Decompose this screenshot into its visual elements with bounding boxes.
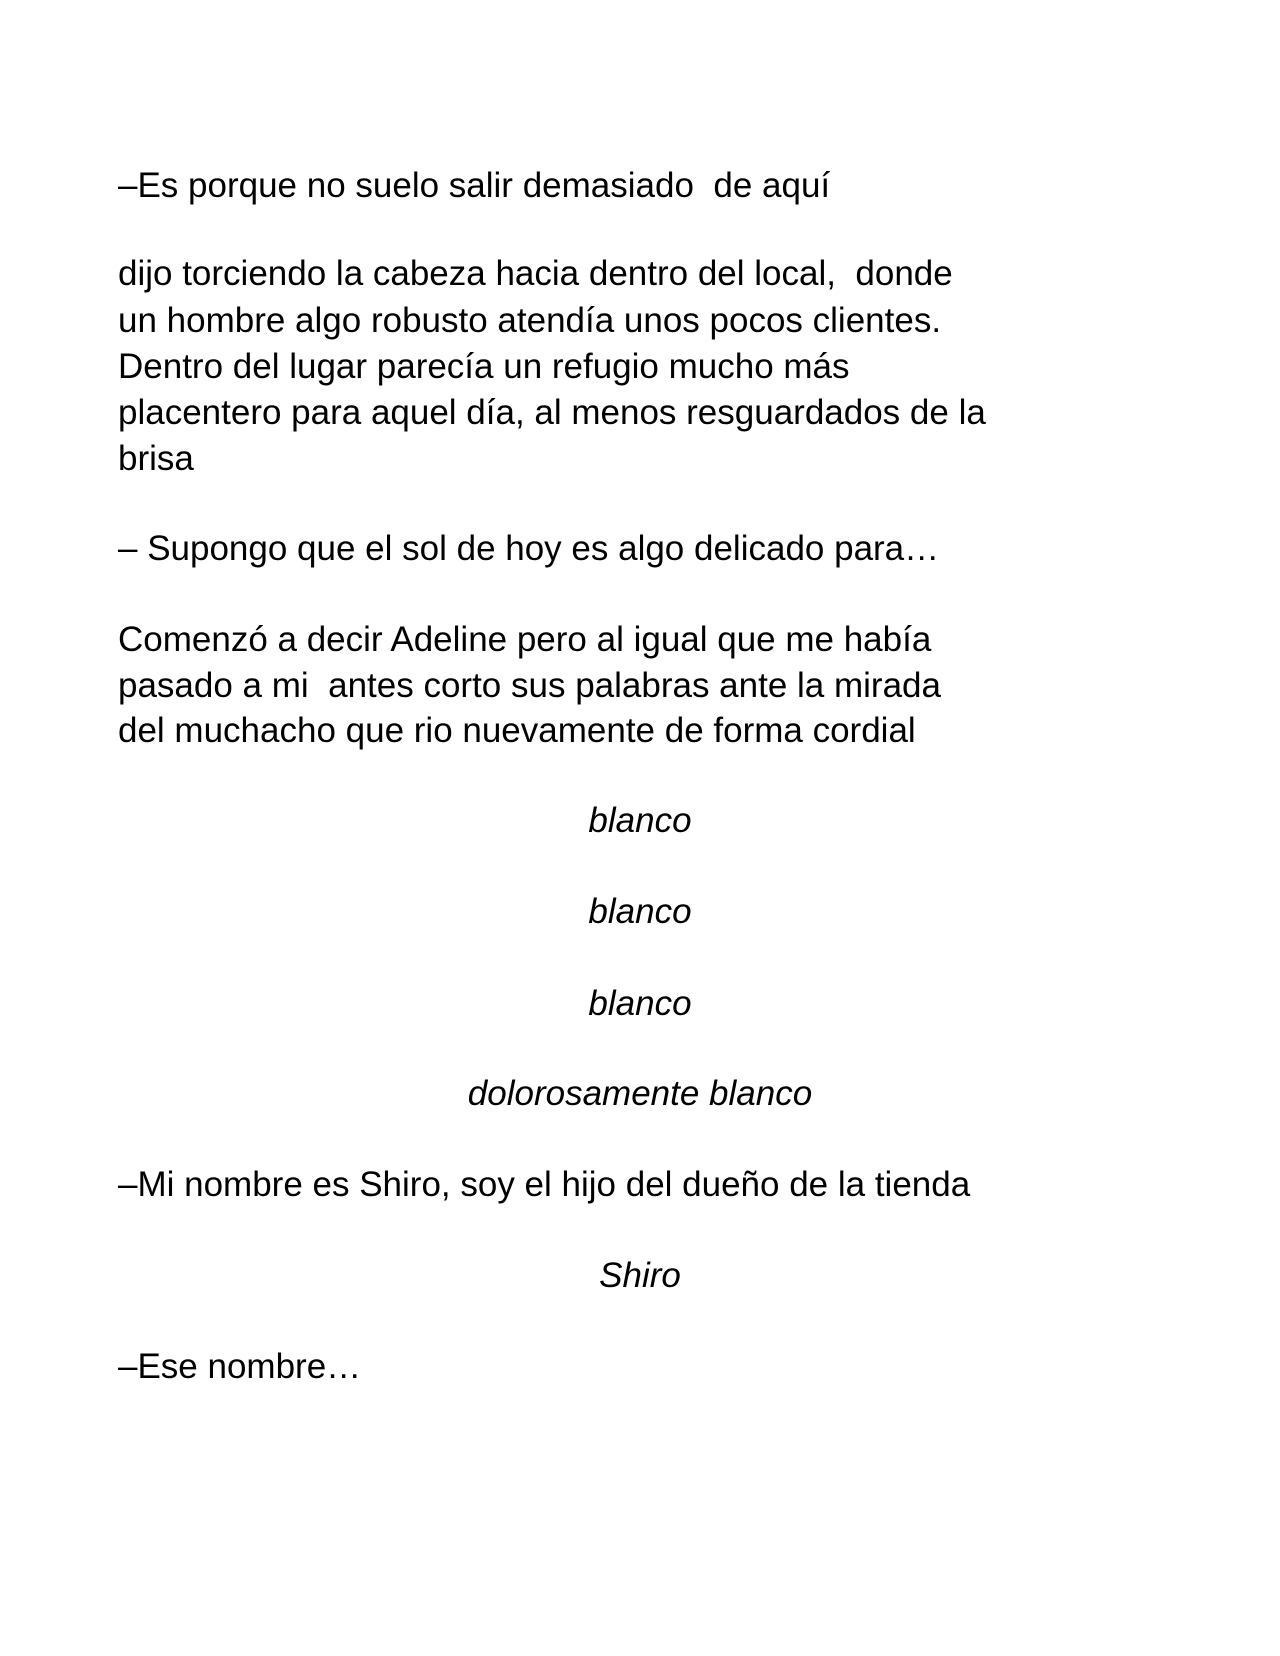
paragraph-line: pasado a mi antes corto sus palabras ante la mirada: [118, 666, 941, 705]
paragraph-line: brisa: [118, 439, 194, 478]
dialogue-line-2: – Supongo que el sol de hoy es algo delicado para…: [118, 529, 940, 568]
italic-word-blanco-1: blanco: [588, 801, 692, 840]
paragraph-line: un hombre algo robusto atendía unos pocos clientes.: [118, 301, 942, 340]
dialogue-line-4: –Ese nombre…: [118, 1347, 362, 1386]
italic-name-shiro: Shiro: [599, 1256, 681, 1295]
paragraph-line: placentero para aquel día, al menos resguardados de la: [118, 393, 986, 432]
dialogue-line-3: –Mi nombre es Shiro, soy el hijo del dueño de la tienda: [118, 1165, 971, 1204]
italic-phrase-dolorosamente-blanco: dolorosamente blanco: [467, 1074, 813, 1113]
italic-word-blanco-3: blanco: [588, 984, 692, 1023]
paragraph-line: dijo torciendo la cabeza hacia dentro del local, donde: [118, 254, 953, 293]
dialogue-line-1: –Es porque no suelo salir demasiado de aquí: [118, 166, 831, 205]
paragraph-line: Comenzó a decir Adeline pero al igual que me había: [118, 620, 932, 659]
paragraph-line: Dentro del lugar parecía un refugio mucho más: [118, 347, 850, 386]
paragraph-line: del muchacho que rio nuevamente de forma cordial: [118, 711, 916, 750]
italic-word-blanco-2: blanco: [588, 892, 692, 931]
